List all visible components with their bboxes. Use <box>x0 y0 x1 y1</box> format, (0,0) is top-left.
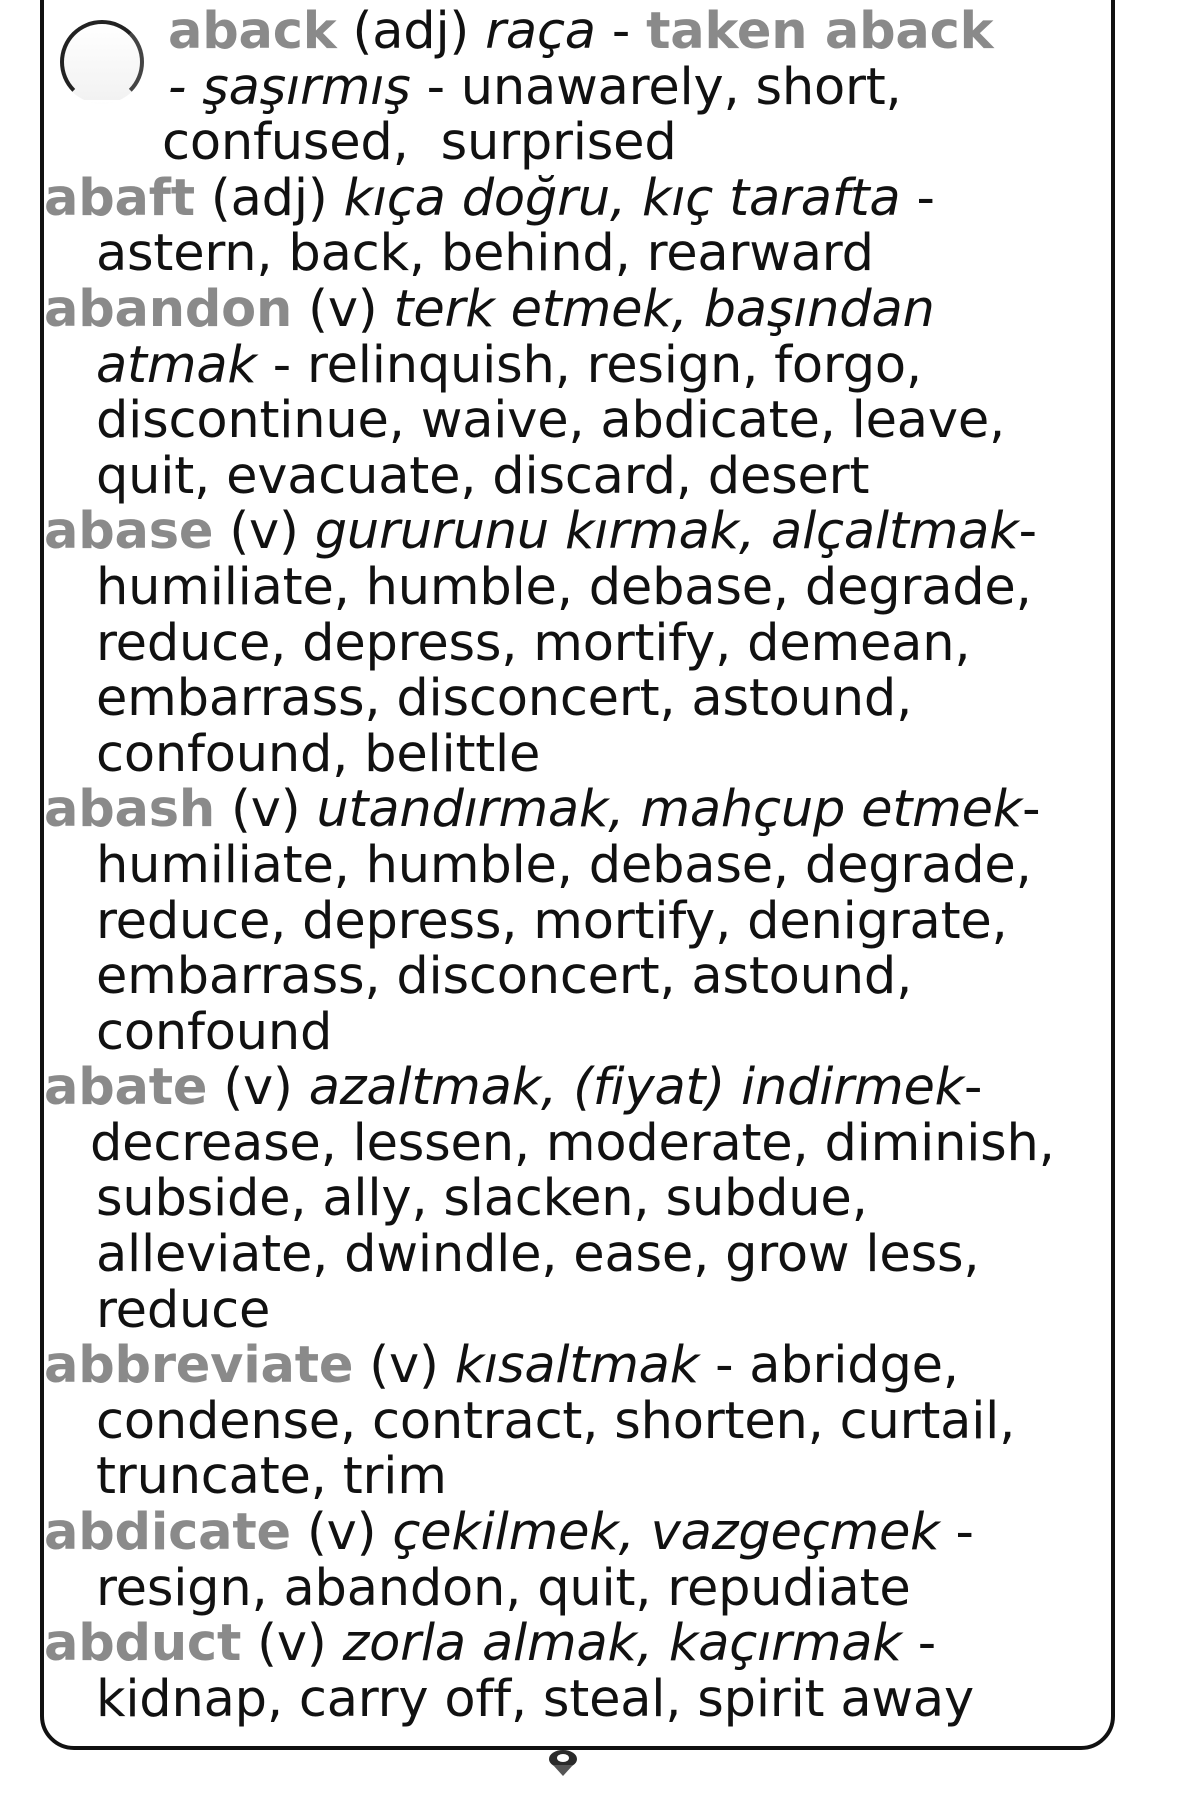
synonyms: alleviate, dwindle, ease, grow less, <box>96 1225 980 1285</box>
phrase: taken aback <box>646 2 994 61</box>
part-of-speech: (v) <box>306 1503 377 1563</box>
synonyms: reduce, depress, mortify, denigrate, <box>96 891 1008 951</box>
part-of-speech: (adj) <box>352 2 470 61</box>
translation: kısaltmak <box>454 1336 700 1396</box>
synonyms: decrease, lessen, moderate, diminish, <box>90 1113 1055 1173</box>
translation: kıça doğru, kıç tarafta <box>343 168 901 228</box>
headword: aback <box>168 2 337 61</box>
synonyms: condense, contract, shorten, curtail, <box>96 1391 1016 1451</box>
separator: - <box>1018 502 1037 562</box>
entry-abduct <box>44 1616 1114 1727</box>
synonyms: humiliate, humble, debase, degrade, <box>96 557 1032 617</box>
synonyms: humiliate, humble, debase, degrade, <box>96 835 1032 895</box>
synonyms: resign, abandon, quit, repudiate <box>96 1558 911 1618</box>
translation: raça <box>485 2 596 61</box>
dictionary-entries <box>44 4 1114 1727</box>
headword: abase <box>44 502 214 562</box>
synonyms: reduce, depress, mortify, demean, <box>96 613 971 673</box>
bottom-mark-icon <box>545 1747 581 1777</box>
part-of-speech: (adj) <box>210 168 328 228</box>
part-of-speech: (v) <box>308 279 378 339</box>
synonyms: embarrass, disconcert, astound, <box>96 669 913 729</box>
headword: abduct <box>44 1614 242 1674</box>
headword: abate <box>44 1058 208 1118</box>
translation: zorla almak, kaçırmak <box>342 1614 902 1674</box>
part-of-speech: (v) <box>229 502 299 562</box>
part-of-speech: (v) <box>257 1614 327 1674</box>
separator: - <box>964 1058 983 1118</box>
synonyms: quit, evacuate, discard, desert <box>96 446 870 506</box>
headword: abbreviate <box>44 1336 354 1396</box>
translation: azaltmak, (fiyat) indirmek <box>308 1058 965 1118</box>
synonyms: discontinue, waive, abdicate, leave, <box>96 391 1006 451</box>
part-of-speech: (v) <box>231 780 301 840</box>
headword: abash <box>44 780 216 840</box>
entry-abase <box>44 504 1114 782</box>
translation: gururunu kırmak, alçaltmak <box>314 502 1019 562</box>
entry-abate <box>44 1060 1114 1338</box>
separator: - <box>900 168 935 228</box>
translation: atmak <box>96 335 257 395</box>
synonyms: - unawarely, short, <box>410 57 902 117</box>
synonyms: subside, ally, slacken, subdue, <box>96 1169 868 1229</box>
synonyms: astern, back, behind, rearward <box>96 224 874 284</box>
synonyms: truncate, trim <box>96 1447 447 1507</box>
synonyms: - relinquish, resign, forgo, <box>256 335 922 395</box>
translation: utandırmak, mahçup etmek <box>316 780 1023 840</box>
entry-abbreviate <box>44 1338 1114 1505</box>
synonyms: reduce <box>96 1280 271 1340</box>
headword: abdicate <box>44 1503 291 1563</box>
separator: - <box>939 1503 974 1563</box>
part-of-speech: (v) <box>223 1058 293 1118</box>
synonyms: confound <box>96 1002 333 1062</box>
translation: terk etmek, başından <box>393 279 935 339</box>
entry-abdicate <box>44 1505 1114 1616</box>
separator: - <box>901 1614 936 1674</box>
synonyms: surprised <box>408 113 677 173</box>
translation-phrase: - şaşırmış <box>168 57 411 117</box>
part-of-speech: (v) <box>369 1336 439 1396</box>
entry-abash <box>44 782 1114 1060</box>
entry-aback <box>44 4 1114 171</box>
entry-abaft <box>44 168 1114 284</box>
headword: abandon <box>44 279 293 339</box>
synonyms: kidnap, carry off, steal, spirit away <box>96 1669 974 1729</box>
entry-abandon <box>44 279 1114 506</box>
separator: - <box>611 2 647 61</box>
headword: abaft <box>44 168 195 228</box>
separator: - <box>1022 780 1041 840</box>
synonyms: confound, belittle <box>96 724 541 784</box>
synonyms: - abridge, <box>699 1336 959 1396</box>
translation: çekilmek, vazgeçmek <box>392 1503 940 1563</box>
synonyms: embarrass, disconcert, astound, <box>96 947 913 1007</box>
synonyms: confused, <box>162 113 409 173</box>
